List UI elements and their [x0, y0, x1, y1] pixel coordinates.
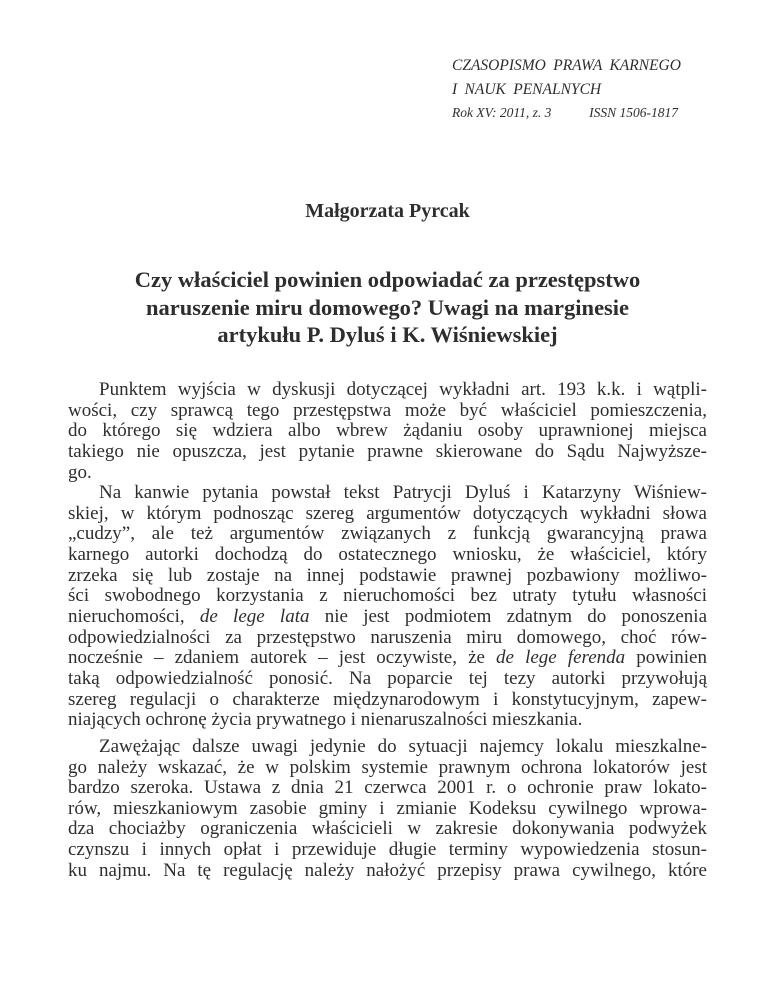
latin-phrase-de-lege-lata: de lege lata: [199, 606, 310, 628]
article-title: [68, 266, 707, 349]
text-line-with-latin-phrase: [68, 607, 707, 628]
text-segment: nocześnie – zdaniem autorek – jest oczywiste, że: [68, 647, 497, 669]
journal-masthead: [452, 54, 681, 123]
text-line: Na kanwie pytania powstał tekst Patrycji Dyluś i Katarzyny Wiśniew-: [99, 482, 707, 504]
journal-issue-row: [452, 102, 678, 123]
text-line: niających ochronę życia prywatnego i nienaruszalności mieszkania.: [68, 709, 583, 731]
title-line-2: naruszenie miru domowego? Uwagi na marginesie: [145, 294, 630, 320]
text-line: ku najmu. Na tę regulację należy nałożyć przepisy prawa cywilnego, które: [68, 859, 707, 881]
text-line: „cudzy”, ale też argumentów związanych z funkcją gwarancyjną prawa: [68, 523, 707, 545]
text-line: bardzo szeroka. Ustawa z dnia 21 czerwca 2001 r. o ochronie praw lokato-: [68, 777, 707, 799]
text-line: wości, czy sprawcą tego przestępstwa może być właściciel pomieszczenia,: [68, 399, 707, 421]
title-line-3: artykułu P. Dyluś i K. Wiśniewskiej: [217, 322, 558, 348]
text-segment: nie jest podmiotem zdatnym do ponoszenia: [309, 606, 708, 628]
text-line: skiej, w którym podnosząc szereg argumentów dotyczących wykładni słowa: [68, 502, 707, 524]
text-line: go należy wskazać, że w polskim systemie prawnym ochrona lokatorów jest: [68, 756, 707, 778]
paragraph-1: [68, 380, 707, 483]
journal-issn: ISSN 1506-1817: [589, 105, 678, 120]
text-line: ści swobodnego korzystania z nieruchomości bez utraty tytułu własności: [68, 585, 707, 607]
text-line: czynszu i innych opłat i przewiduje długie terminy wypowiedzenia stosun-: [68, 839, 707, 861]
text-line-with-latin-phrase: [68, 648, 707, 669]
text-segment: powinien: [625, 647, 707, 669]
text-line: dza chociażby ograniczenia właścicieli w zakresie dokonywania podwyżek: [68, 818, 707, 840]
text-line: szereg regulacji o charakterze międzynarodowym i konstytucyjnym, zapew-: [68, 688, 707, 710]
journal-name-line2: I NAUK PENALNYCH: [452, 81, 602, 98]
text-line: Punktem wyjścia w dyskusji dotyczącej wykładni art. 193 k.k. i wątpli-: [99, 379, 707, 400]
text-line: do którego się wdziera albo wbrew żądaniu osoby uprawnionej miejsca: [68, 420, 707, 442]
paragraph-2: [68, 483, 707, 731]
text-line: karnego autorki dochodzą do ostatecznego wniosku, że właściciel, który: [68, 544, 707, 566]
body-text: [68, 380, 707, 881]
text-segment: nieruchomości,: [68, 606, 200, 628]
text-line: Zawężając dalsze uwagi jedynie do sytuacji najemcy lokalu mieszkalne-: [99, 735, 707, 757]
text-line: zrzeka się lub zostaje na innej podstawie prawnej pozbawiony możliwo-: [68, 564, 707, 586]
text-line: odpowiedzialności za przestępstwo naruszenia miru domowego, choć rów-: [68, 626, 707, 648]
author-name: Małgorzata Pyrcak: [305, 200, 470, 222]
journal-volume: Rok XV: 2011, z. 3: [452, 105, 552, 120]
text-line: takiego nie opuszcza, jest pytanie prawne skierowane do Sądu Najwyższe-: [68, 440, 707, 462]
text-line: rów, mieszkaniowym zasobie gminy i zmianie Kodeksu cywilnego wprowa-: [68, 797, 707, 819]
paragraph-3: [68, 737, 707, 881]
text-line: taką odpowiedzialność ponosić. Na poparcie tej tezy autorki przywołują: [68, 667, 707, 689]
latin-phrase-de-lege-ferenda: de lege ferenda: [496, 647, 626, 669]
title-line-1: Czy właściciel powinien odpowiadać za przestępstwo: [134, 267, 641, 292]
text-line: go.: [68, 461, 92, 483]
journal-name-line1: CZASOPISMO PRAWA KARNEGO: [452, 57, 681, 74]
